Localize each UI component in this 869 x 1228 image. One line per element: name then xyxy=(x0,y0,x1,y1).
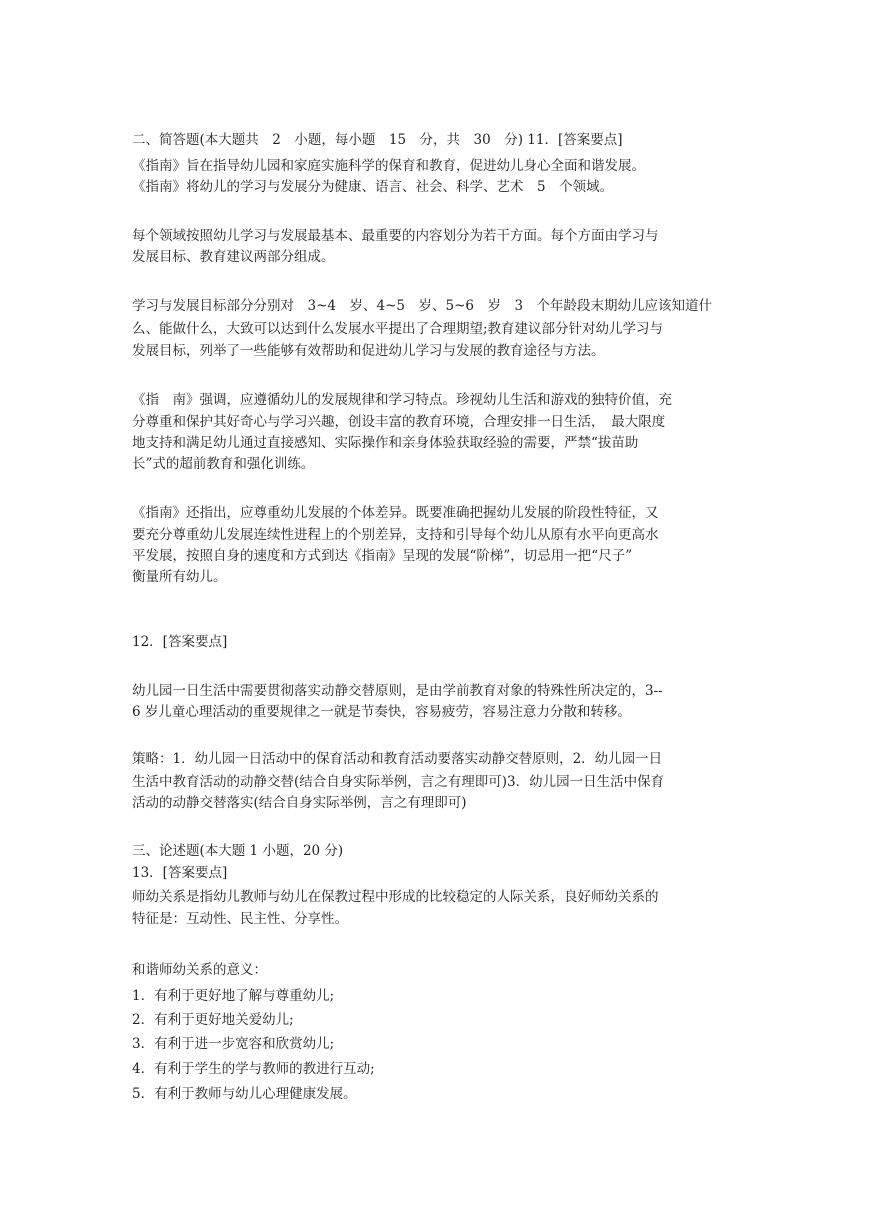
intro-line-1: 《指南》旨在指导幼儿园和家庭实施科学的保育和教育，促进幼儿身心全面和谐发展。 xyxy=(132,158,645,174)
q12-paragraph-1-line: 6 岁儿童心理活动的重要规律之一就是节奏快，容易疲劳，容易注意力分散和转移。 xyxy=(132,704,631,720)
question-13-heading: 13．[答案要点] xyxy=(132,865,228,881)
q12-strategy-line: 策略：1．幼儿园一日活动中的保育活动和教育活动要落实动静交替原则，2．幼儿园一日 xyxy=(132,751,663,767)
q12-strategy-line: 活动的动静交替落实(结合自身实际举例，言之有理即可) xyxy=(132,795,467,811)
section-3-heading: 三、论述题(本大题 1 小题，20 分) xyxy=(132,843,344,859)
section-2-heading: 二、简答题(本大题共 2 小题，每小题 15 分，共 30 分) 11．[答案要点] xyxy=(132,132,623,148)
paragraph-2-line: 发展目标，列举了一些能够有效帮助和促进幼儿学习与发展的教育途径与方法。 xyxy=(132,343,605,359)
paragraph-1-line: 发展目标、教育建议两部分组成。 xyxy=(132,249,335,265)
paragraph-1-line: 每个领域按照幼儿学习与发展最基本、最重要的内容划分为若干方面。每个方面由学习与 xyxy=(132,228,659,244)
meaning-list-item: 5．有利于教师与幼儿心理健康发展。 xyxy=(132,1086,357,1102)
meaning-list-item: 1．有利于更好地了解与尊重幼儿; xyxy=(132,988,335,1004)
paragraph-4-line: 要充分尊重幼儿发展连续性进程上的个别差异，支持和引导每个幼儿从原有水平向更高水 xyxy=(132,527,659,543)
paragraph-4-line: 《指南》还指出，应尊重幼儿发展的个体差异。既要准确把握幼儿发展的阶段性特征，又 xyxy=(132,505,659,521)
paragraph-2-line: 学习与发展目标部分分别对 3~4 岁、4~5 岁、5~6 岁 3 个年龄段末期幼儿应该知道什 xyxy=(132,298,713,314)
paragraph-3-line: 长”式的超前教育和强化训练。 xyxy=(132,456,315,472)
paragraph-4-line: 衡量所有幼儿。 xyxy=(132,569,227,585)
q12-paragraph-1-line: 幼儿园一日生活中需要贯彻落实动静交替原则，是由学前教育对象的特殊性所决定的，3-- xyxy=(132,683,663,699)
q13-paragraph-line: 特征是：互动性、民主性、分享性。 xyxy=(132,911,348,927)
meaning-list-item: 4．有利于学生的学与教师的教进行互动; xyxy=(132,1061,375,1077)
intro-line-2: 《指南》将幼儿的学习与发展分为健康、语言、社会、科学、艺术 5 个领域。 xyxy=(132,179,614,195)
meaning-list-item: 3．有利于进一步宽容和欣赏幼儿; xyxy=(132,1036,335,1052)
paragraph-2-line: 么、能做什么，大致可以达到什么发展水平提出了合理期望;教育建议部分针对幼儿学习与 xyxy=(132,321,664,337)
q13-paragraph-line: 师幼关系是指幼儿教师与幼儿在保教过程中形成的比较稳定的人际关系，良好师幼关系的 xyxy=(132,889,659,905)
paragraph-3-line: 分尊重和保护其好奇心与学习兴趣，创设丰富的教育环境，合理安排一日生活， 最大限度 xyxy=(132,414,666,430)
question-12-heading: 12．[答案要点] xyxy=(132,634,228,650)
meaning-list-item: 2．有利于更好地关爱幼儿; xyxy=(132,1012,294,1028)
paragraph-3-line: 地支持和满足幼儿通过直接感知、实际操作和亲身体验获取经验的需要，严禁“拔苗助 xyxy=(132,435,639,451)
paragraph-4-line: 平发展，按照自身的速度和方式到达《指南》呈现的发展“阶梯”，切忌用一把“尺子” xyxy=(132,548,633,564)
meaning-heading: 和谐师幼关系的意义： xyxy=(132,962,267,978)
paragraph-3-line: 《指 南》强调，应遵循幼儿的发展规律和学习特点。珍视幼儿生活和游戏的独特价值，充 xyxy=(132,392,672,408)
q12-strategy-line: 生活中教育活动的动静交替(结合自身实际举例，言之有理即可)3．幼儿园一日生活中保育 xyxy=(132,774,665,790)
